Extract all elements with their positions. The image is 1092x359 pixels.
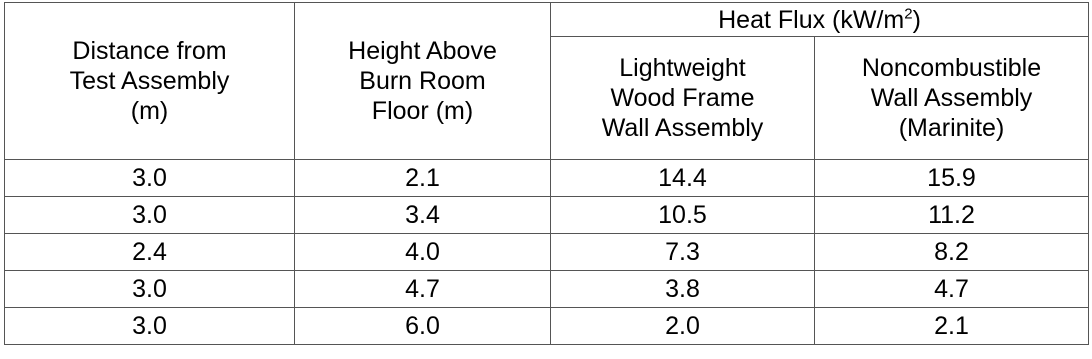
header-row-top: [5, 3, 1089, 37]
cell-height: 4.7: [295, 271, 551, 308]
table-row: [5, 234, 1089, 271]
table-row: [5, 271, 1089, 308]
header-noncombustible: Noncombustible Wall Assembly (Marinite): [815, 37, 1089, 160]
cell-lightweight: 7.3: [551, 234, 815, 271]
cell-distance: 3.0: [5, 271, 295, 308]
cell-distance: 2.4: [5, 234, 295, 271]
heat-flux-table: [4, 2, 1089, 345]
table-row: [5, 160, 1089, 197]
header-heat-flux: [551, 3, 1089, 37]
cell-distance: 3.0: [5, 308, 295, 345]
cell-lightweight: 14.4: [551, 160, 815, 197]
cell-height: 4.0: [295, 234, 551, 271]
header-heat-flux-superscript: 2: [904, 5, 913, 23]
cell-noncombustible: 15.9: [815, 160, 1089, 197]
header-heat-flux-suffix: ): [912, 5, 921, 34]
cell-noncombustible: 11.2: [815, 197, 1089, 234]
cell-lightweight: 3.8: [551, 271, 815, 308]
cell-noncombustible: 2.1: [815, 308, 1089, 345]
header-lightweight: Lightweight Wood Frame Wall Assembly: [551, 37, 815, 160]
cell-lightweight: 10.5: [551, 197, 815, 234]
table-row: [5, 308, 1089, 345]
cell-distance: 3.0: [5, 197, 295, 234]
cell-height: 2.1: [295, 160, 551, 197]
cell-noncombustible: 8.2: [815, 234, 1089, 271]
table-row: [5, 197, 1089, 234]
cell-lightweight: 2.0: [551, 308, 815, 345]
cell-height: 6.0: [295, 308, 551, 345]
cell-noncombustible: 4.7: [815, 271, 1089, 308]
header-distance: Distance from Test Assembly (m): [5, 3, 295, 160]
cell-height: 3.4: [295, 197, 551, 234]
header-heat-flux-prefix: Heat Flux (kW/m: [718, 5, 905, 34]
cell-distance: 3.0: [5, 160, 295, 197]
header-height: Height Above Burn Room Floor (m): [295, 3, 551, 160]
